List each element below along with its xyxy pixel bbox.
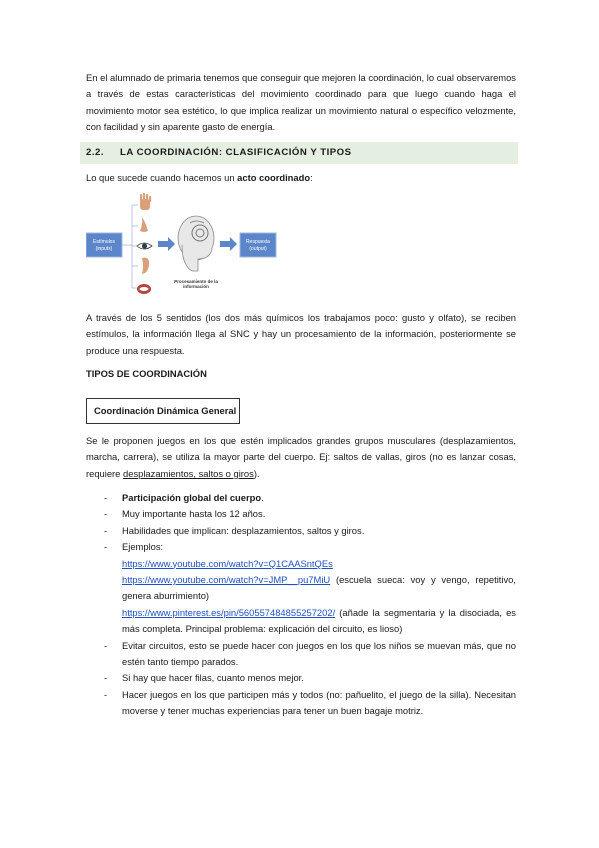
list-dash: - — [104, 639, 108, 651]
bullet-list — [104, 490, 516, 720]
coordinated-act-bold: acto coordinado — [237, 172, 311, 183]
list-item — [104, 523, 516, 539]
youtube-link-2[interactable]: https://www.youtube.com/watch?v=JMP__pu7MiU — [122, 574, 331, 586]
list-item-2: Muy importante hasta los 12 años. — [122, 508, 266, 520]
section-title: LA COORDINACIÓN: CLASIFICACIÓN Y TIPOS — [120, 147, 352, 158]
general-paragraph-end: ). — [253, 467, 260, 479]
input-label-line2: (inputs) — [95, 246, 113, 252]
list-item-6: Si hay que hacer filas, cuanto menos mejor. — [122, 672, 304, 684]
list-item-4-label: Ejemplos: — [122, 541, 164, 553]
pinterest-link-note: (añade la segmentaria y la disociada, es más completa. Principal problema: explicación del circuito, es lioso) — [122, 606, 516, 635]
hand-icon — [140, 193, 151, 210]
coordinated-act-prefix: Lo que sucede cuando hacemos un — [86, 172, 238, 183]
section-number: 2.2. — [86, 147, 105, 158]
input-label-line1: Estímulos — [93, 239, 115, 245]
processing-label-line1: Procesamiento de la — [174, 279, 218, 284]
youtube-link-1[interactable]: https://www.youtube.com/watch?v=Q1CAASntQEs — [122, 557, 333, 569]
list-item-5: Evitar circuitos, esto se puede hacer con juegos en los que los niños se muevan más, que no estén tanto tiempo parados. — [122, 639, 516, 668]
types-heading: TIPOS DE COORDINACIÓN — [86, 368, 207, 379]
sense-connectors — [122, 205, 138, 288]
list-item-1-bold: Participación global del cuerpo — [122, 492, 262, 503]
list-item — [104, 490, 516, 506]
list-dash: - — [104, 541, 108, 553]
output-label-line2: (output) — [249, 246, 267, 252]
general-paragraph-text: Se le proponen juegos en los que estén implicados grandes grupos musculares (desplazamientos, marcha, carrera), se utiliza la mayor parte del cuerpo. Ej: saltos de vallas, giros (no es lanzar cosas, requiere — [86, 435, 516, 479]
list-item — [104, 506, 516, 522]
eye-icon — [137, 243, 152, 249]
list-dash: - — [104, 508, 108, 520]
input-box — [86, 233, 122, 257]
list-item-3: Habilidades que implican: desplazamientos, saltos y giros. — [122, 524, 365, 536]
nose-icon — [140, 217, 148, 232]
list-item — [104, 670, 516, 686]
section-heading — [80, 142, 518, 164]
dynamic-coordination-box: Coordinación Dinámica General — [86, 398, 240, 424]
output-label-line1: Respuesta — [246, 239, 270, 245]
list-dash: - — [104, 492, 108, 503]
list-dash: - — [104, 672, 108, 684]
ear-icon — [142, 258, 149, 274]
arrow-to-processing — [158, 237, 175, 251]
coordinated-act-suffix: : — [310, 172, 313, 183]
list-item-1-end: . — [261, 492, 264, 503]
senses-paragraph: A través de los 5 sentidos (los dos más químicos los trabajamos poco: gusto y olfato), se reciben estímulos, la información llega al SNC y hay un procesamiento de la información, posteriormente se produce una respuesta. — [86, 312, 516, 356]
pinterest-link[interactable]: https://www.pinterest.es/pin/560557484855257202/ — [122, 606, 336, 618]
list-dash: - — [104, 524, 108, 536]
general-paragraph — [86, 433, 516, 482]
brain-head-icon — [178, 216, 214, 271]
output-box — [240, 233, 276, 257]
intro-paragraph: En el alumnado de primaria tenemos que conseguir que mejoren la coordinación, lo cual observaremos a través de estas características del movimiento coordinado para que luego cuando haga el movimiento motor sea estético, lo que implica realizar un movimiento natural o específico velozmente, con facilidad y sin aparente gasto de energía. — [86, 72, 516, 133]
list-item-7: Hacer juegos en los que participen más y todos (no: pañuelito, el juego de la silla). Necesitan moverse y tener muchas experiencias para tener un buen bagaje motriz. — [122, 688, 516, 717]
list-item — [104, 687, 516, 720]
youtube-link-2-note: (escuela sueca: voy y vengo, repetitivo, genera aburrimiento) — [122, 574, 516, 602]
coordinated-act-line — [86, 170, 516, 186]
arrow-to-output — [220, 237, 237, 251]
general-paragraph-underlined: desplazamientos, saltos o giros — [123, 467, 254, 479]
processing-label-line2: información — [183, 284, 209, 289]
list-item — [104, 638, 516, 671]
list-dash: - — [104, 688, 108, 700]
mouth-icon — [137, 284, 151, 294]
coordination-figure — [86, 193, 286, 303]
list-item — [104, 539, 516, 637]
